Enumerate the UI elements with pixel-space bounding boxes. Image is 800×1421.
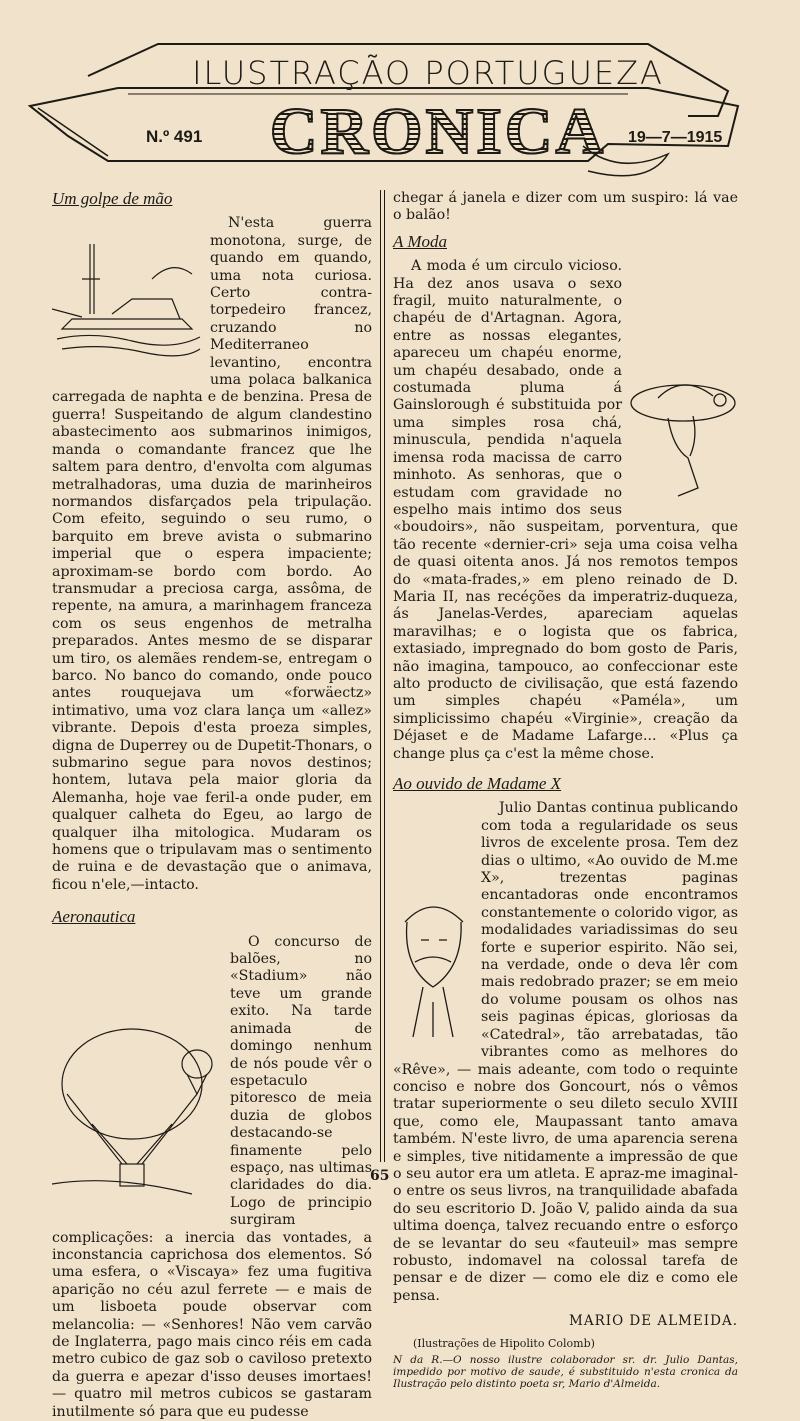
article-aeronautica: O concurso de balões, no «Stadium» não teve um grande exito. Na tarde animada de domingo nenhum de nós poude vêr o espetaculo pitoresco de meia duzia de globos destacando-se finamente pelo espaço, nas ultimas claridades do dia. Logo de principio surgiram complicações: a inercia das vontades, a inconstancia caprichosa dos elementos. Só uma esfera, o «Viscaya» fez uma fugitiva aparição no céu azul ferrete — e mais de um lisboeta poude observar com melancolia: — «Senhores! Não vem carvão de Inglaterra, pago mais cinco réis em cada metro cubico de gaz sob o caviloso pretexto da guerra e apezar d'isso deuses imortaes! — quatro mil metros cubicos se gastaram inutilmente só para que eu pudesse <box>52 933 372 1420</box>
magazine-title: ILUSTRAÇÃO PORTUGUEZA <box>192 54 664 92</box>
article-a-moda: A moda é um circulo vicioso. Ha dez anos usava o sexo fragil, muito naturalmente, o chapéu de d'Artagnan. Agora, entre as nossas elegantes, apareceu um chapéu enorme, um chapéu desabado, onde a costumada pluma á Gainslorough é substituida por uma simples rosa chá, minuscula, pendida n'aquela imensa roda macissa de carro minhoto. As senhoras, que o estudam com gravidade no espelho mais intimo dos seus «boudoirs», não suspeitam, porventura, que tão recente «dernier-cri» seja uma coisa velha de quasi oitenta anos. Já nos remotos tempos do «mata-frades,» em pleno reinado de D. Maria II, nas recéções da imperatriz-duqueza, ás Janelas-Verdes, apareciam aquelas maravilhas; e o logista que os fabrica, extasiado, impregnado do bom gosto de Paris, não imagina, tampouco, ao confeccionar este alto producto de civilisação, que está fazendo um simples chapéu «Paméla», um simplicissimo chapéu «Virginie», creação da Déjaset e de Madame Lafarge... «Plus ça change plus ça c'est la même chose. <box>393 258 738 762</box>
author-signature: MARIO DE ALMEIDA. <box>569 1313 738 1330</box>
heading-a-moda: A Moda <box>393 231 447 251</box>
right-column <box>393 190 738 1390</box>
masthead <box>28 36 743 186</box>
hat-illustration <box>628 368 738 503</box>
issue-date: 19—7—1915 <box>628 129 723 146</box>
portrait-illustration <box>393 892 473 1047</box>
heading-um-golpe-de-mao: Um golpe de mão <box>52 189 173 208</box>
section-title: CRONICA <box>269 95 607 168</box>
article-um-golpe-de-mao: N'esta guerra monotona, surge, de quando em quando, uma nota curiosa. Certo contra-torpedeiro francez, cruzando no Mediterraneo levantino, encontra uma polaca balkanica carregada de naphta e de benzina. Presa de guerra! Suspeitando de algum clandestino abastecimento aos submarinos inimigos, manda o comandante francez que lhe saltem para dentro, d'envolta com algumas metralhadoras, uma duzia de marinheiros normandos disfarçados pela tripulação. Com efeito, seguindo o seu rumo, o barquito em breve avista o submarino imperial que o espera impaciente; aproximam-se bordo com bordo. Ao transmudar a preciosa carga, assôma, de repente, na amura, a marinhagem franceza com os seus engenhos de metralha preparados. Antes mesmo de se disparar um tiro, os alemães rendem-se, entregam o barco. No banco do comando, onde pouco antes rouquejava um «forwäectz» intimativo, uma voz clara lança um «allez» vibrante. Depois d'esta proeza simples, digna de Duperrey ou de Dupetit-Thonars, o submarino segue para novos destinos; hontem, lutava pela maior gloria da Alemanha, hoje vae feril-a onde puder, em qualquer calheta do Egeu, ao largo de qualquer ilha mitologica. Mudaram os homens que o tripulavam mas o sentimento de ruina e de devastação que o animava, ficou n'ele,—intacto. <box>52 215 372 893</box>
article-ao-ouvido-de-madame-x: Julio Dantas continua publicando com toda a regularidade os seus livros de excelente prosa. Tem dez dias o ultimo, «Ao ouvido de M.me X», trezentas paginas encantadoras onde encontramos constantemente o colorido vigor, as modalidades variadissimas do seu forte e superior espirito. Não sei, na verdade, onde o deva lêr com mais redobrado prazer; se em meio do volume pousam os olhos nas seis paginas épicas, gloriosas da «Catedral», tão arrebatadas, tão vibrantes como as melhores do «Rêve», — mais adeante, com todo o requinte conciso e nobre dos Goncourt, nós o vêmos tratar superiormente o seu dileto seculo XVIII que, como ele, Maupassant tanto amava também. N'este livro, de uma aparencia serena e simples, tive nitidamente a impressão de que o seu autor era um atleta. E apraz-me imaginal-o entre os seus livros, na tranquilidade abafada do seu escritorio D. João V, palido ainda da sua ultima doença, talvez recuando entre o esforço de se levantar do seu «fauteuil» mas sempre robusto, indomavel na colossal tarefa de pensar e de dizer — como ele diz e como ele pensa. <box>393 800 738 1304</box>
aeronautica-continuation: chegar á janela e dizer com um suspiro: lá vae o balão! <box>393 190 738 224</box>
illustration-credit: (Ilustrações de Hipolito Colomb) <box>413 1336 595 1350</box>
balloon-sketch-icon <box>52 1024 222 1214</box>
balloon-illustration <box>52 1024 222 1219</box>
page-number: 65 <box>370 1168 390 1184</box>
heading-aeronautica: Aeronautica <box>52 907 136 927</box>
heading-ao-ouvido-de-madame-x: Ao ouvido de Madame X <box>393 774 562 793</box>
submarine-illustration <box>52 219 202 374</box>
hat-lady-sketch-icon <box>628 368 738 498</box>
submarine-sketch-icon <box>52 219 202 369</box>
left-column <box>52 190 372 1421</box>
editorial-note: N da R.—O nosso ilustre colaborador sr. dr. Julio Dantas, impedido por motivo de saude, é substituido n'esta cronica da Ilustração pelo distinto poeta sr, Mario d'Almeida. <box>393 1354 738 1390</box>
issue-number: N.º 491 <box>146 127 203 146</box>
portrait-sketch-icon <box>393 892 473 1042</box>
column-divider <box>380 190 385 1162</box>
